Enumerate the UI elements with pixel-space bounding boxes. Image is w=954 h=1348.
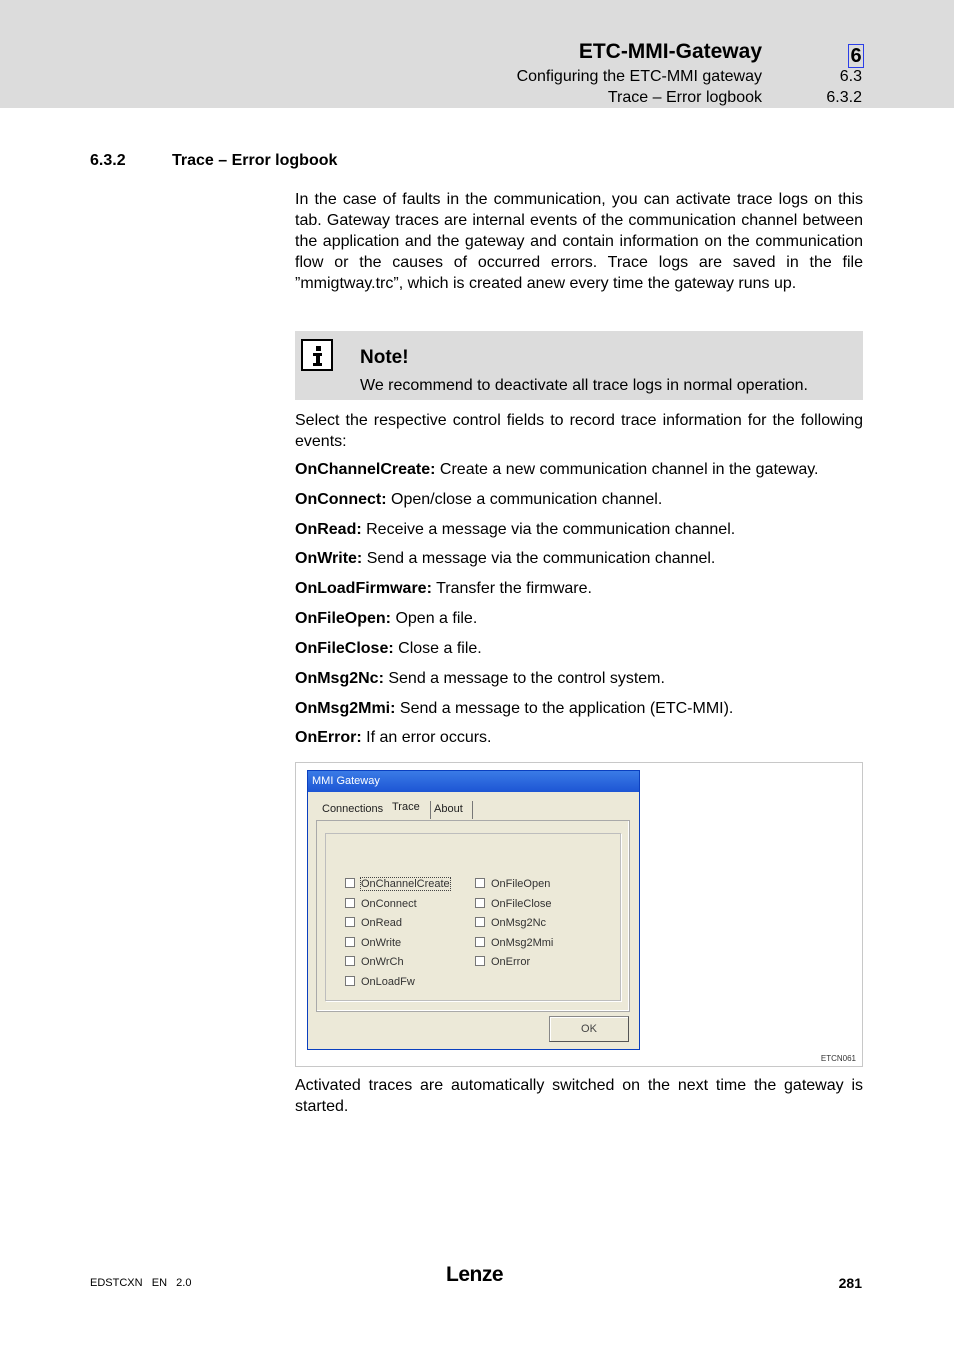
checkbox-onloadfw[interactable]: OnLoadFw	[345, 976, 415, 988]
checkbox-icon	[475, 956, 485, 966]
intro-paragraph: In the case of faults in the communication, you can activate trace logs on this tab. Gateway traces are internal events of the communication channel between the application and the gateway and contain information on the communication flow or the causes of occurred errors. Trace logs are saved in the file ”mmigtway.trc”, which is created anew every time the gateway runs up.	[295, 191, 863, 292]
checkbox-icon	[345, 976, 355, 986]
dialog-title: MMI Gateway	[308, 771, 639, 792]
section-title: Configuring the ETC-MMI gateway	[516, 68, 762, 85]
checkbox-onfileclose[interactable]: OnFileClose	[475, 898, 552, 910]
page-number: 281	[838, 1275, 862, 1291]
checkbox-icon	[345, 956, 355, 966]
checkbox-icon	[475, 898, 485, 908]
checkbox-icon	[345, 878, 355, 888]
event-item	[295, 729, 492, 747]
checkbox-onread[interactable]: OnRead	[345, 917, 402, 929]
event-term: OnWrite:	[295, 550, 363, 567]
note-text: We recommend to deactivate all trace logs in normal operation.	[360, 377, 808, 394]
checkbox-onwrch[interactable]: OnWrCh	[345, 956, 404, 968]
tab-about[interactable]: About	[434, 803, 463, 815]
page-header	[0, 0, 954, 108]
lenze-logo: Lenze	[446, 1263, 504, 1286]
event-term: OnFileClose:	[295, 640, 394, 657]
tab-trace[interactable]: Trace	[392, 801, 420, 813]
event-desc: Create a new communication channel in the gateway.	[435, 461, 819, 478]
event-term: OnRead:	[295, 521, 362, 538]
heading-title: Trace – Error logbook	[172, 152, 338, 169]
footer-doc-id: EDSTCXN EN 2.0	[90, 1277, 192, 1289]
select-paragraph: Select the respective control fields to record trace information for the following events:	[295, 412, 863, 450]
event-item	[295, 610, 477, 628]
info-icon	[301, 339, 333, 371]
note-title: Note!	[360, 347, 409, 368]
chapter-number-link[interactable]: 6	[848, 44, 864, 68]
chapter-title: ETC-MMI-Gateway	[578, 40, 762, 63]
event-term: OnChannelCreate:	[295, 461, 436, 478]
checkbox-icon	[475, 878, 485, 888]
event-desc: Send a message via the communication channel.	[362, 550, 716, 567]
note-box	[295, 331, 863, 400]
checkbox-onmsg2mmi[interactable]: OnMsg2Mmi	[475, 937, 553, 949]
event-desc: Transfer the firmware.	[431, 580, 592, 597]
subsection-title: Trace – Error logbook	[607, 89, 762, 106]
event-term: OnLoadFirmware:	[295, 580, 432, 597]
checkbox-onchannelcreate[interactable]: OnChannelCreate	[345, 878, 450, 890]
event-item	[295, 670, 665, 688]
trace-panel	[316, 820, 630, 1012]
event-term: OnMsg2Mmi:	[295, 700, 396, 717]
event-desc: Send a message to the control system.	[383, 670, 665, 687]
checkbox-onwrite[interactable]: OnWrite	[345, 937, 401, 949]
mmi-gateway-dialog	[307, 770, 640, 1050]
figure-code: ETCN061	[820, 1054, 856, 1063]
event-item	[295, 461, 819, 479]
checkbox-icon	[345, 937, 355, 947]
event-term: OnMsg2Nc:	[295, 670, 384, 687]
event-item	[295, 491, 662, 509]
checkbox-icon	[475, 937, 485, 947]
checkbox-icon	[345, 898, 355, 908]
event-term: OnError:	[295, 729, 362, 746]
event-term: OnConnect:	[295, 491, 387, 508]
tab-connections[interactable]: Connections	[322, 803, 384, 815]
event-desc: Receive a message via the communication channel.	[361, 521, 736, 538]
ok-button[interactable]: OK	[549, 1016, 629, 1042]
closing-paragraph: Activated traces are automatically switched on the next time the gateway is started.	[295, 1077, 863, 1115]
section-number: 6.3	[839, 68, 862, 85]
checkbox-icon	[345, 917, 355, 927]
subsection-number: 6.3.2	[826, 89, 862, 106]
checkbox-onmsg2nc[interactable]: OnMsg2Nc	[475, 917, 546, 929]
checkbox-onfileopen[interactable]: OnFileOpen	[475, 878, 550, 890]
event-item	[295, 640, 482, 658]
event-item	[295, 580, 592, 598]
event-item	[295, 550, 715, 568]
checkbox-icon	[475, 917, 485, 927]
event-item	[295, 521, 735, 539]
checkbox-onerror[interactable]: OnError	[475, 956, 530, 968]
event-desc: Send a message to the application (ETC-MMI).	[395, 700, 734, 717]
trace-group	[325, 833, 621, 1001]
event-desc: If an error occurs.	[361, 729, 492, 746]
checkbox-onconnect[interactable]: OnConnect	[345, 898, 417, 910]
event-item	[295, 700, 733, 718]
event-desc: Open a file.	[391, 610, 478, 627]
event-desc: Close a file.	[393, 640, 482, 657]
event-term: OnFileOpen:	[295, 610, 391, 627]
dialog-figure	[295, 762, 863, 1067]
event-desc: Open/close a communication channel.	[386, 491, 663, 508]
heading-number: 6.3.2	[90, 152, 126, 169]
